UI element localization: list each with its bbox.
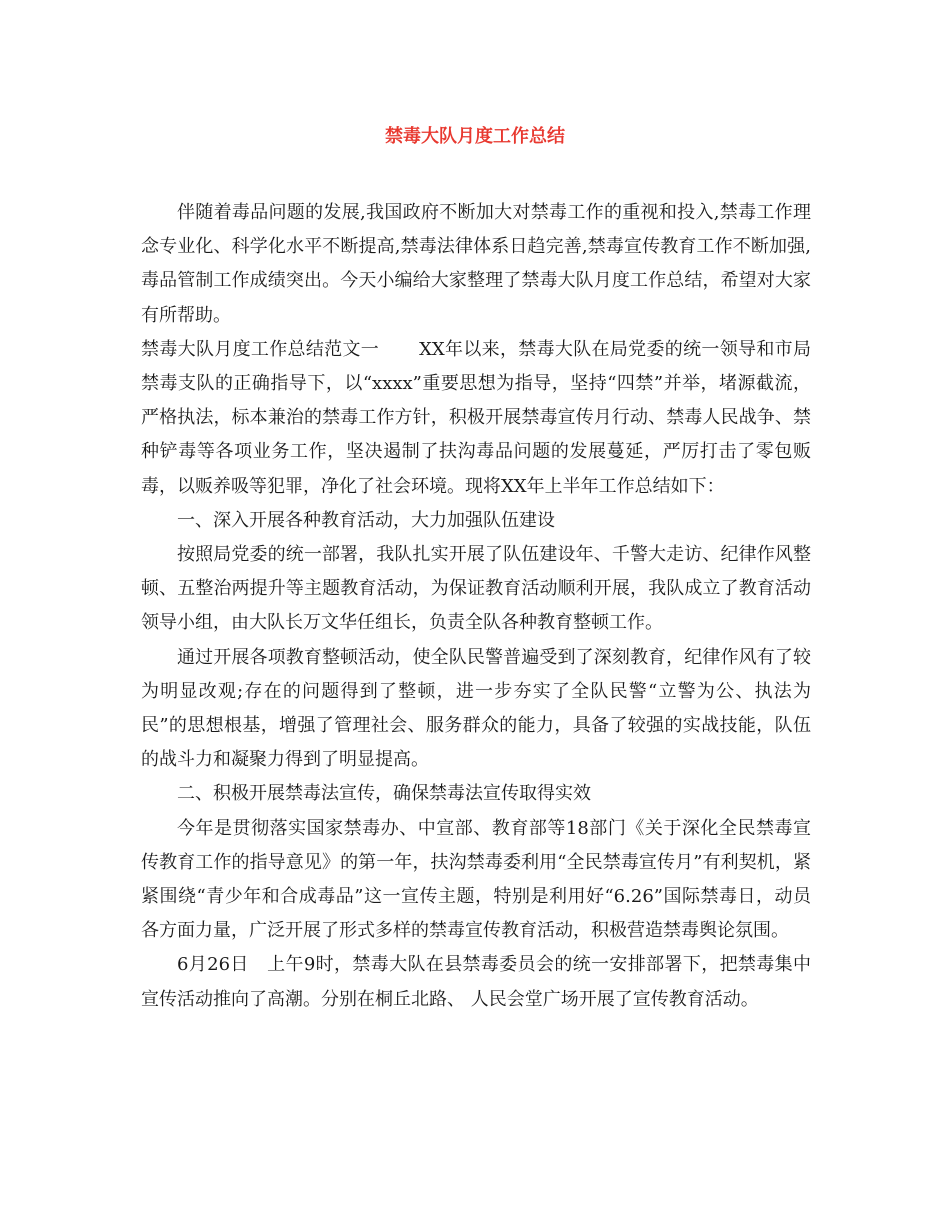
document-title: 禁毒大队月度工作总结 [385, 126, 565, 147]
section1-paragraph-2: 通过开展各项教育整顿活动，使全队民警普遍受到了深刻教育，纪律作风有了较为明显改观;存在的问题得到了整顿，进一步夯实了全队民警“立警为公、执法为民”的思想根基，增强了管理社会、服务群众的能力，具备了较强的实战技能，队伍的战斗力和凝聚力得到了明显提高。 [141, 646, 811, 771]
sample-opening: XX年以来，禁毒大队在局党委的统一领导和市局禁毒支队的正确指导下，以“xxxx”重要思想为指导，坚持“四禁”并举，堵源截流，严格执法，标本兼治的禁毒工作方针，积极开展禁毒宣传月行动、禁毒人民战争、禁种铲毒等各项业务工作，坚决遏制了扶沟毒品问题的发展蔓延，严厉打击了零包贩毒，以贩养吸等犯罪，净化了社会环境。现将XX年上半年工作总结如下： [141, 338, 811, 497]
section2-heading: 二、积极开展禁毒法宣传，确保禁毒法宣传取得实效 [177, 783, 591, 805]
document-body [141, 196, 811, 1017]
section2-paragraph-2-text: 上午9时，禁毒大队在县禁毒委员会的统一安排部署下，把禁毒集中宣传活动推向了高潮。分别在桐丘北路、 人民会堂广场开展了宣传教育活动。 [141, 954, 811, 1010]
sample-paragraph [141, 333, 811, 504]
intro-paragraph: 伴随着毒品问题的发展,我国政府不断加大对禁毒工作的重视和投入,禁毒工作理念专业化、科学化水平不断提高,禁毒法律体系日趋完善,禁毒宣传教育工作不断加强,毒品管制工作成绩突出。今天小编给大家整理了禁毒大队月度工作总结，希望对大家有所帮助。 [141, 202, 811, 326]
section2-paragraph-1: 今年是贯彻落实国家禁毒办、中宣部、教育部等18部门《关于深化全民禁毒宣传教育工作的指导意见》的第一年，扶沟禁毒委利用“全民禁毒宣传月”有利契机，紧紧围绕“青少年和合成毒品”这一宣传主题，特别是利用好“6.26”国际禁毒日，动员各方面力量，广泛开展了形式多样的禁毒宣传教育活动，积极营造禁毒舆论氛围。 [141, 817, 811, 942]
section1-paragraph-1: 按照局党委的统一部署，我队扎实开展了队伍建设年、千警大走访、纪律作风整顿、五整治两提升等主题教育活动，为保证教育活动顺利开展，我队成立了教育活动领导小组，由大队长万文华任组长，负责全队各种教育整顿工作。 [141, 544, 811, 634]
section1-heading: 一、深入开展各种教育活动，大力加强队伍建设 [177, 509, 555, 531]
section2-date: 6月26日 [177, 954, 249, 976]
sample-heading: 禁毒大队月度工作总结范文一 [141, 338, 380, 360]
section2-paragraph-2 [141, 948, 811, 1016]
